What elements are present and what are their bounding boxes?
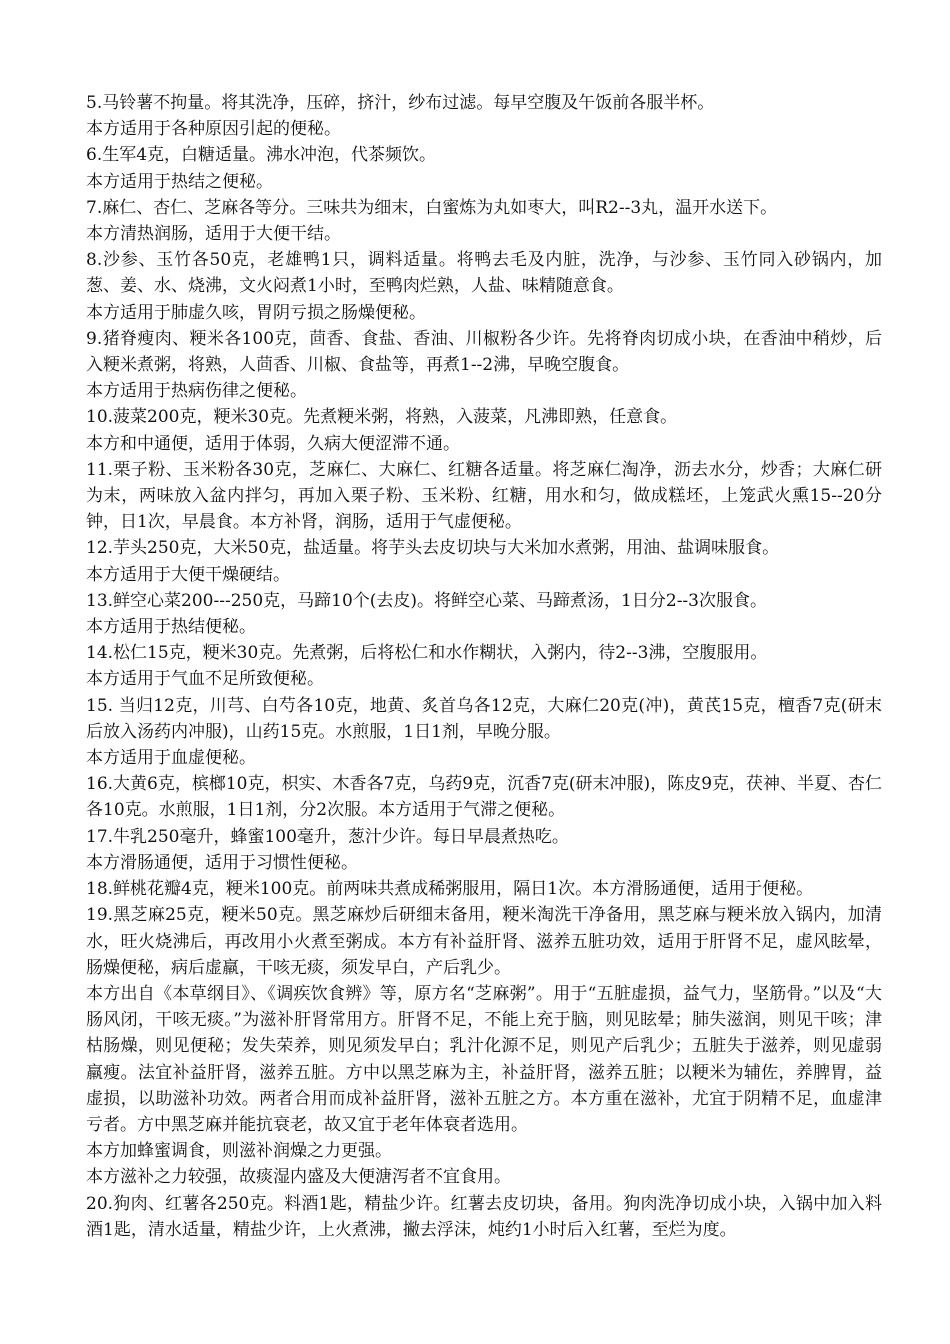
paragraph: 本方适用于肺虚久咳，胃阴亏损之肠燥便秘。 xyxy=(86,302,426,323)
paragraph: 本方和中通便，适用于体弱，久病大便涩滞不通。 xyxy=(86,433,460,454)
paragraph: 本方适用于热病伤律之便秘。 xyxy=(86,381,307,402)
paragraph: 本方清热润肠，适用于大便干结。 xyxy=(86,224,341,245)
paragraph: 本方适用于血虚便秘。 xyxy=(86,748,256,769)
paragraph: 本方滋补之力较强，故痰湿内盛及大便溏泻者不宜食用。 xyxy=(86,1167,511,1188)
paragraph: 8.沙参、玉竹各50克，老雄鸭1只，调料适量。将鸭去毛及内脏，洗净，与沙参、玉竹同入砂锅内，加葱、姜、水、烧沸，文火闷煮1小时，至鸭肉烂熟，人盐、味精随意食。 xyxy=(86,250,882,297)
paragraph: 本方滑肠通便，适用于习惯性便秘。 xyxy=(86,852,358,873)
paragraph: 本方加蜂蜜调食，则滋补润燥之力更强。 xyxy=(86,1141,392,1162)
paragraph: 9.猪脊瘦肉、粳米各100克，茴香、食盐、香油、川椒粉各少许。先将脊肉切成小块，在香油中稍炒，后入粳米煮粥，将熟，人茴香、川椒、食盐等，再煮1--2沸，早晚空腹食。 xyxy=(86,328,882,376)
document-page xyxy=(86,90,882,1243)
paragraph: 本方适用于热结之便秘。 xyxy=(86,171,273,192)
paragraph: 6.生军4克，白糖适量。沸水冲泡，代茶频饮。 xyxy=(86,145,437,166)
paragraph: 本方适用于气血不足所致便秘。 xyxy=(86,669,324,690)
paragraph: 17.牛乳250毫升，蜂蜜100毫升，葱汁少许。每日早晨煮热吃。 xyxy=(86,826,569,847)
paragraph: 7.麻仁、杏仁、芝麻各等分。三味共为细末，白蜜炼为丸如枣大，叫R2--3丸，温开水送下。 xyxy=(86,197,778,218)
paragraph: 12.芋头250克，大米50克，盐适量。将芋头去皮切块与大米加水煮粥，用油、盐调味服食。 xyxy=(86,538,780,559)
paragraph: 13.鲜空心菜200---250克，马蹄10个(去皮)。将鲜空心菜、马蹄煮汤，1日分2--3次服食。 xyxy=(86,590,767,611)
paragraph: 本方适用于热结便秘。 xyxy=(86,617,256,638)
paragraph: 本方出自《本草纲目》、《调疾饮食辨》等，原方名“芝麻粥”。用于“五脏虚损，益气力，坚筋骨。”以及“大肠风闭，干咳无痰。”为滋补肝肾常用方。肝肾不足，不能上充于脑，则见眩晕；肺失滋润，则见干咳；津枯肠燥，则见便秘；发失荣养，则见须发早白；乳汁化源不足，则见产后乳少；五脏失于滋养，则见虚弱羸瘦。法宜补益肝肾，滋养五脏。方中以黑芝麻为主，补益肝肾，滋养五脏；以粳米为辅佐，养脾胃，益虚损，以助滋补功效。两者合用而成补益肝肾，滋补五脏之方。本方重在滋补，尤宜于阴精不足，血虚津亏者。方中黑芝麻并能抗衰老，故又宜于老年体衰者选用。 xyxy=(86,983,882,1135)
paragraph: 10.菠菜200克，粳米30克。先煮粳米粥，将熟，入菠菜，凡沸即熟，任意食。 xyxy=(86,407,678,428)
paragraph: 14.松仁15克，粳米30克。先煮粥，后将松仁和水作糊状，入粥内，待2--3沸，空腹服用。 xyxy=(86,643,768,664)
paragraph: 16.大黄6克，槟榔10克，枳实、木香各7克，乌药9克，沉香7克(研末冲服)，陈皮9克，茯神、半夏、杏仁各10克。水煎服，1日1剂，分2次服。本方适用于气滞之便秘。 xyxy=(86,774,883,821)
paragraph: 11.栗子粉、玉米粉各30克，芝麻仁、大麻仁、红糖各适量。将芝麻仁淘净，沥去水分，炒香；大麻仁研为末，两味放入盆内拌匀，再加入栗子粉、玉米粉、红糖，用水和匀，做成糕坯，上笼武火熏15--20分钟，日1次，早晨食。本方补肾，润肠，适用于气虚便秘。 xyxy=(86,459,882,533)
paragraph: 15. 当归12克，川芎、白芍各10克，地黄、炙首乌各12克，大麻仁20克(冲)，黄芪15克，檀香7克(研末后放入汤药内冲服)，山药15克。水煎服，1日1剂，早晚分服。 xyxy=(86,695,882,742)
paragraph: 18.鲜桃花瓣4克，粳米100克。前两味共煮成稀粥服用，隔日1次。本方滑肠通便，适用于便秘。 xyxy=(86,879,814,900)
paragraph: 20.狗肉、红薯各250克。料酒1匙，精盐少许。红薯去皮切块，备用。狗肉洗净切成小块，入锅中加入料酒1匙，清水适量，精盐少许，上火煮沸，撇去浮沫，炖约1小时后入红薯，至烂为度。 xyxy=(86,1193,882,1240)
paragraph: 本方适用于大便干燥硬结。 xyxy=(86,564,290,585)
paragraph: 5.马铃薯不拘量。将其洗净，压碎，挤汁，纱布过滤。每早空腹及午饭前各服半杯。 xyxy=(86,93,715,113)
paragraph: 本方适用于各种原因引起的便秘。 xyxy=(86,119,341,140)
paragraph: 19.黑芝麻25克，粳米50克。黑芝麻炒后研细末备用，粳米淘洗干净备用，黑芝麻与粳米放入锅内，加清水，旺火烧沸后，再改用小火煮至粥成。本方有补益肝肾、滋养五脏功效，适用于肝肾不足，虚风眩晕，肠燥便秘，病后虚羸，干咳无痰，须发早白，产后乳少。 xyxy=(86,905,882,978)
